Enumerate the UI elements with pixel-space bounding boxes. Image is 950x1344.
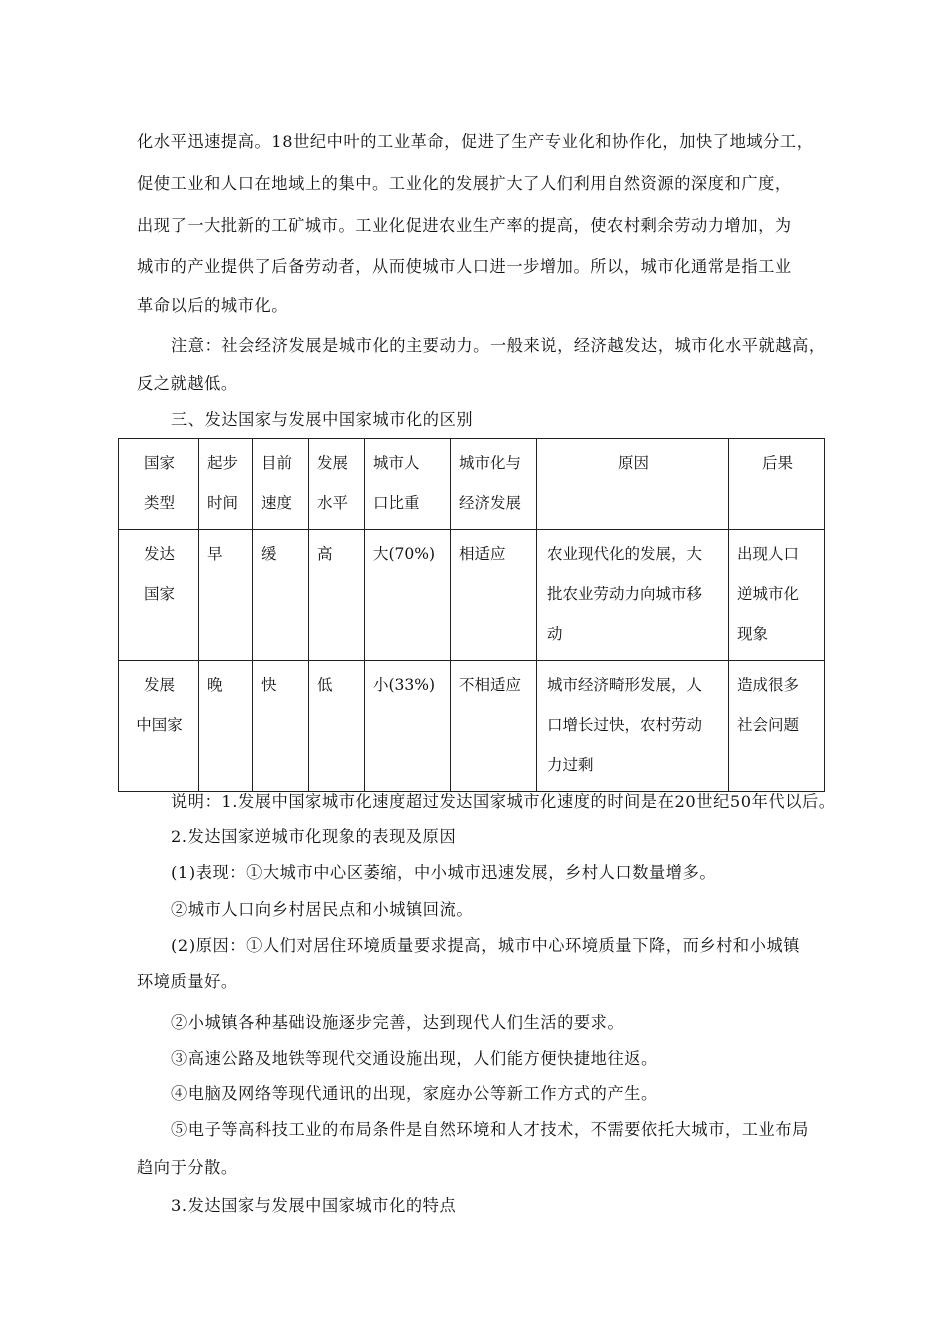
explanation-line: (1)表现：①大城市中心区萎缩，中小城市迅速发展，乡村人口数量增多。 — [171, 863, 717, 882]
header-cell: 后果 — [729, 439, 825, 530]
header-cell: 原因 — [537, 439, 729, 530]
header-cell: 目前 速度 — [253, 439, 309, 530]
cell-reason: 城市经济畸形发展，人 口增长过快，农村劳动 力过剩 — [537, 661, 729, 792]
header-cell: 起步 时间 — [199, 439, 253, 530]
paragraph-line: 出现了一大批新的工矿城市。工业化促进农业生产率的提高，使农村剩余劳动力增加，为 — [137, 216, 792, 235]
note-line: 注意：社会经济发展是城市化的主要动力。一般来说，经济越发达，城市化水平就越高， — [171, 336, 826, 355]
table-row — [119, 530, 825, 661]
paragraph-line: 促使工业和人口在地域上的集中。工业化的发展扩大了人们利用自然资源的深度和广度， — [137, 174, 792, 193]
section-title: 三、发达国家与发展中国家城市化的区别 — [171, 410, 474, 429]
cell-ratio: 小(33%) — [365, 661, 451, 792]
explanation-line: 2.发达国家逆城市化现象的表现及原因 — [171, 827, 457, 846]
cell-speed: 缓 — [253, 530, 309, 661]
table-row — [119, 661, 825, 792]
cell-level: 高 — [309, 530, 365, 661]
cell-ratio: 大(70%) — [365, 530, 451, 661]
cell-match: 不相适应 — [451, 661, 537, 792]
header-cell: 国家 类型 — [119, 439, 199, 530]
explanation-line: 环境质量好。 — [137, 972, 238, 991]
comparison-table — [118, 438, 825, 792]
explanation-line: (2)原因：①人们对居住环境质量要求提高，城市中心环境质量下降，而乡村和小城镇 — [171, 936, 801, 955]
cell-start: 早 — [199, 530, 253, 661]
explanation-line: ⑤电子等高科技工业的布局条件是自然环境和人才技术，不需要依托大城市，工业布局 — [171, 1120, 809, 1139]
explanation-line: ④电脑及网络等现代通讯的出现，家庭办公等新工作方式的产生。 — [171, 1084, 658, 1103]
note-line: 反之就越低。 — [137, 374, 238, 393]
paragraph-line: 化水平迅速提高。18世纪中叶的工业革命，促进了生产专业化和协作化，加快了地域分工， — [137, 132, 814, 151]
cell-start: 晚 — [199, 661, 253, 792]
header-cell: 发展 水平 — [309, 439, 365, 530]
explanation-line: ③高速公路及地铁等现代交通设施出现，人们能方便快捷地往返。 — [171, 1049, 658, 1068]
paragraph-line: 城市的产业提供了后备劳动者，从而使城市人口进一步增加。所以，城市化通常是指工业 — [137, 257, 792, 276]
cell-speed: 快 — [253, 661, 309, 792]
header-cell: 城市人 口比重 — [365, 439, 451, 530]
cell-result: 造成很多 社会问题 — [729, 661, 825, 792]
explanation-line: 趋向于分散。 — [137, 1158, 238, 1177]
cell-result: 出现人口 逆城市化 现象 — [729, 530, 825, 661]
cell-level: 低 — [309, 661, 365, 792]
table-header-row — [119, 439, 825, 530]
explanation-line: 3.发达国家与发展中国家城市化的特点 — [171, 1196, 457, 1215]
explanation-line: 说明：1.发展中国家城市化速度超过发达国家城市化速度的时间是在20世纪50年代以后。 — [171, 792, 836, 811]
cell-type: 发展 中国家 — [119, 661, 199, 792]
cell-type: 发达 国家 — [119, 530, 199, 661]
cell-reason: 农业现代化的发展，大 批农业劳动力向城市移 动 — [537, 530, 729, 661]
explanation-line: ②小城镇各种基础设施逐步完善，达到现代人们生活的要求。 — [171, 1013, 625, 1032]
paragraph-line: 革命以后的城市化。 — [137, 296, 289, 315]
header-cell: 城市化与 经济发展 — [451, 439, 537, 530]
cell-match: 相适应 — [451, 530, 537, 661]
explanation-line: ②城市人口向乡村居民点和小城镇回流。 — [171, 900, 474, 919]
